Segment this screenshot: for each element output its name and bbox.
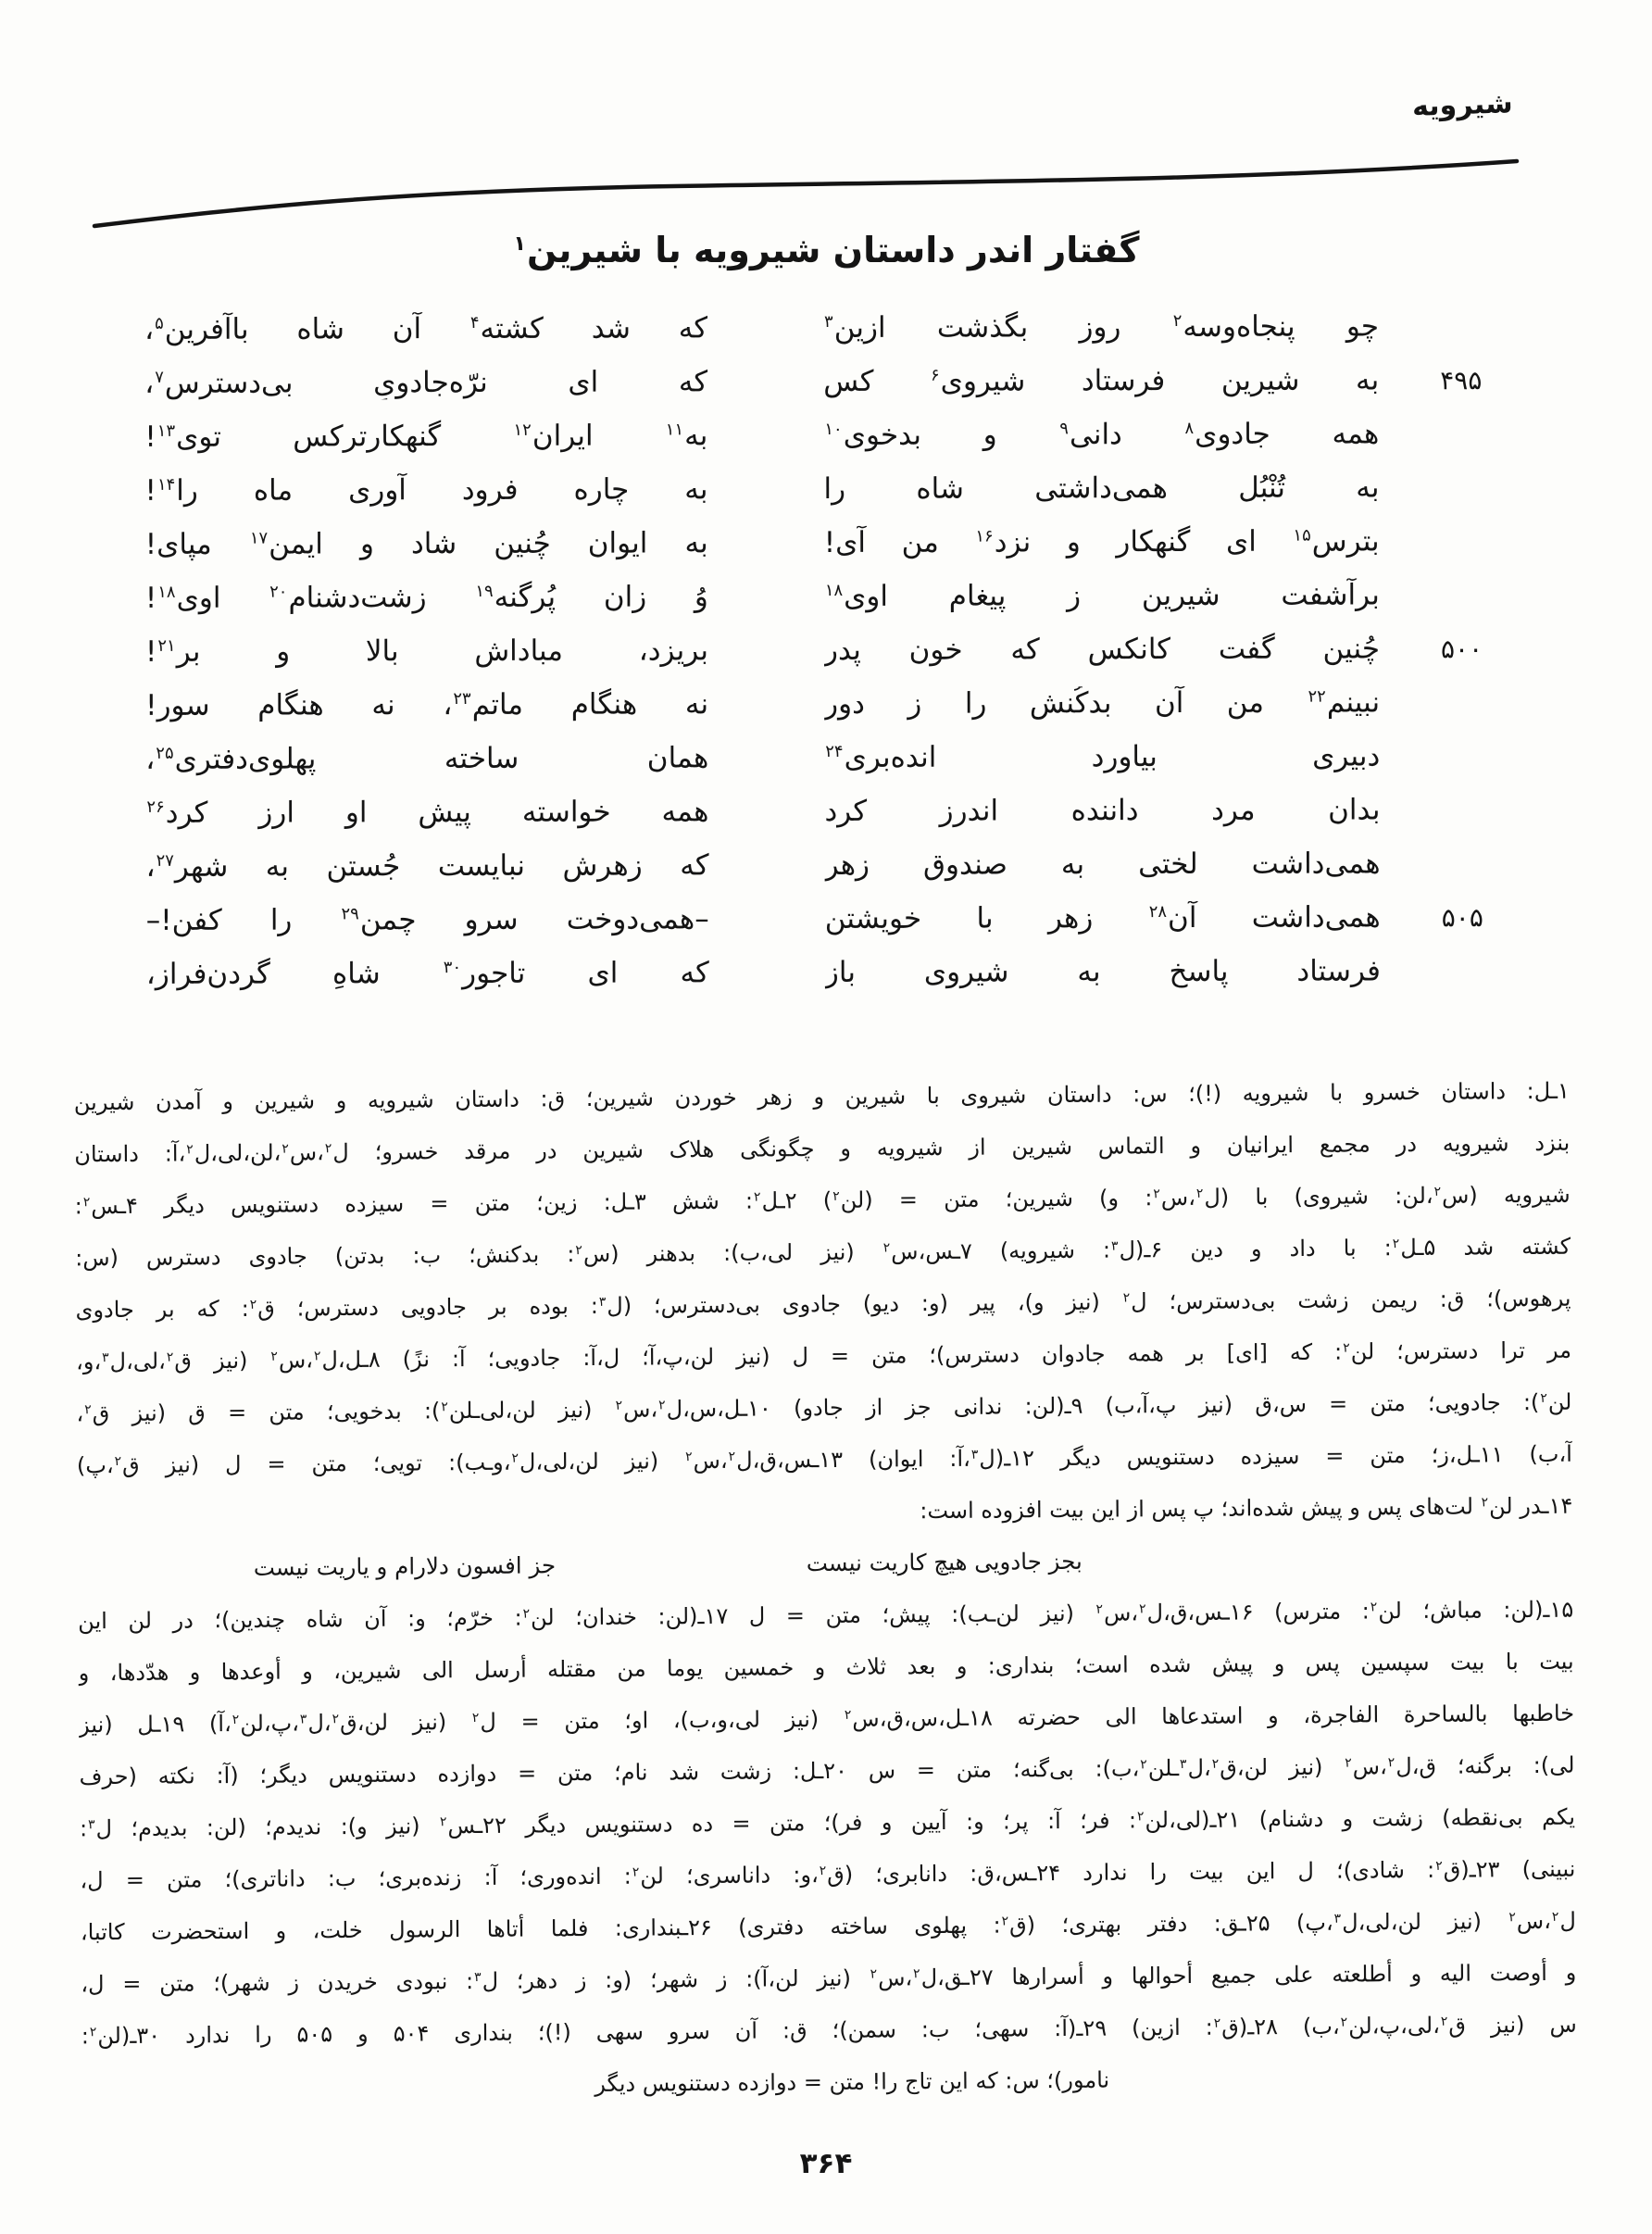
footnote-line: آ،ب) ۱۱ـل،ز؛ متن = سیزده دستنویس دیگر ۱۲ـ(ل$^۳$،آ: ایوان) ۱۳ـس،ق،ل$^۲$،س$^۲$ (نیز لن،لی،ل$^۲$،وـب): تویی؛ متن = ل (نیز ق$^۲$،پ) [76, 1440, 1572, 1479]
hemistich-left: وُ زان پُرگنه$^{۱۹}$ زشت‌دشنام$^{۲۰}$ اوی$^{۱۸}$! [144, 580, 708, 615]
verse-row [139, 685, 1509, 743]
running-head: شیرویه [1411, 87, 1514, 123]
hemistich-left: که زهرش نبایست جُستن به شهر$^{۲۷}$، [145, 848, 709, 884]
hemistich-right: برآشفت شیرین ز پیغام اوی$^{۱۸}$ [824, 578, 1380, 613]
hemistich-left: همان ساخته پهلوی‌دفتری$^{۲۵}$، [145, 741, 709, 776]
critical-apparatus [74, 1065, 1578, 2115]
hemistich-right: همی‌داشت لختی به صندوق زهر [824, 847, 1381, 882]
footnote-line: کشته شد ۵ـل$^۲$: با داد و دین ۶ـ(ل$^۳$: شیرویه) ۷ـس،س$^۲$ (نیز لی،ب): بدهنر (س$^۲$: بدکنش؛ ب: بدتن) جادوی دسترس (س: [75, 1233, 1571, 1272]
footnote-line: لی): برگنه؛ ق،ل$^۲$،س$^۲$ (نیز لن،ق$^۲$،ل$^۳$ـلن$^۲$،ب): بی‌گنه؛ متن = س ۲۰ـل: زشت شد نام؛ متن = دوازده دستنویس دیگر؛ (آ: نکته (حرف [79, 1751, 1575, 1790]
footnote-line: خاطبها بالساحرة الفاجرة، و استدعاها الی حضرته ۱۸ـل،س،ق،س$^۲$ (نیز لی،و،ب)، او؛ متن = ل$^۲$ (نیز لن،ق$^۲$،ل$^۳$،پ،لن$^۲$،آ) ۱۹ـل (نیز [79, 1700, 1575, 1738]
hemistich-left: به$^{۱۱}$ ایران$^{۱۲}$ گنهکارترکس توی$^{۱۳}$! [144, 419, 708, 454]
page-title: گفتار اندر داستان شیرویه با شیرین$^۱$ [513, 230, 1140, 270]
verse-row [140, 900, 1510, 958]
hemistich-left: به چاره فرود آوری ماه را$^{۱۴}$! [144, 472, 708, 508]
verse-row [139, 632, 1509, 689]
hemistich-left: به ایوان چُنین شاد و ایمن$^{۱۷}$ مپای! [144, 526, 708, 561]
hemistich-left: که ای تاجور$^{۳۰}$ شاهِ گردن‌فراز، [145, 956, 709, 991]
hemistich-right: دبیری بیاورد انده‌بری$^{۲۴}$ [825, 739, 1381, 774]
hemistich-right: بترس$^{۱۵}$ ای گنهکار و نزد$^{۱۶}$ من آی! [823, 524, 1380, 560]
verse-row [138, 471, 1508, 528]
verse-row [139, 578, 1509, 635]
footnote-line: بیت با بیت سپسین پس و پیش شده است؛ بنداری: و بعد ثلاث و خمسین یوما من مقتله أرسل الی شیرین، و أوعدها و هدّدها، و [78, 1648, 1574, 1687]
verse-row [140, 954, 1510, 1011]
poem [138, 309, 1510, 1011]
verse-row [139, 739, 1509, 797]
hemistich-right: چُنین گفت کانکس که خون پدر [823, 632, 1381, 667]
hemistich-left: همه خواسته پیش او ارز کرد$^{۲۶}$ [146, 795, 709, 830]
verse-number: ۵۰۵ [1441, 902, 1483, 934]
hemistich-right: نبینم$^{۲۲}$ من آن بدکُنش را ز دور [824, 685, 1381, 721]
footnote-line: شیرویه (س$^۲$،لن: شیروی) با (ل$^۲$،س$^۲$: و) شیرین؛ متن = (لن$^۲$) ۲ـل$^۲$: شش ۳ـل: زین؛ متن = سیزده دستنویس دیگر ۴ـس$^۲$: [74, 1181, 1571, 1220]
footnote-verse-left: جز افسون دلارام و یاریت نیست [253, 1551, 557, 1581]
verse-row [139, 524, 1509, 582]
footnote-line: ل$^۲$،س$^۲$ (نیز لن،لی،ل$^۳$،پ) ۲۵ـق: دفتر بهتری؛ (ق$^۲$: پهلوی ساخته دفتری) ۲۶ـبنداری: فلما أتاها الرسول خلت، و استحضرت کاتبا، [80, 1907, 1576, 1946]
verse-row [138, 417, 1508, 474]
footnote-line: یکم بی‌نقطه) زشت و دشنام) ۲۱ـ(لی،لن$^۲$: فر؛ آ: پر؛ و: آیین و فر)؛ متن = ده دستنویس دیگر ۲۲ـس$^۲$ (نیز و): ندیدم؛ (لن: بدیدم؛ ل$^۳$: [79, 1803, 1576, 1842]
footnote-line: پرهوس)؛ ق: ریمن زشت بی‌دسترس؛ ل$^۲$ (نیز و)، پیر (و: دیو) جادوی بی‌دسترس؛ (ل$^۳$: بوده بر جادویی دسترس؛ ق$^۲$: که بر جادوی [75, 1285, 1571, 1324]
hemistich-left: که ای نرّه‌جادویِ بی‌دسترس$^۷$، [144, 365, 708, 400]
hemistich-right: همی‌داشت آن$^{۲۸}$ زهر با خویشتن [824, 900, 1381, 935]
hemistich-left: بریزد، مباداش بالا و بر$^{۲۱}$! [144, 634, 709, 669]
hemistich-right: همه جادوی$^۸$ دانی$^۹$ و بدخوی$^{۱۰}$ [824, 417, 1380, 452]
verse-row [138, 363, 1508, 420]
footnote-line: ۱۴ـدر لن$^۲$ لت‌های پس و پیش شده‌اند؛ پ پس از این بیت افزوده است: [920, 1492, 1573, 1525]
footnote-last-line: نامور)؛ س: که این تاج را! متن = دوازده دستنویس دیگر [594, 2066, 1110, 2097]
footnote-line: و أوصت الیه و أطلعته علی جمیع أحوالها و أسرارها ۲۷ـق،ل$^۲$،س$^۲$ (نیز لن،آ): ز شهر؛ (و: ز دهر؛ ل$^۳$: نبودی خریدن ز شهر)؛ متن = ل، [81, 1959, 1577, 1998]
hemistich-left: نه هنگام ماتم$^{۲۳}$، نه هنگام سور! [145, 687, 709, 722]
hemistich-left: –همی‌دوخت سرو چمن$^{۲۹}$ را کفن!– [145, 902, 709, 937]
footnote-line: مر ترا دسترس؛ لن$^۲$: که [ای] بر همه جادوان دسترس)؛ متن = ل (نیز لن،پ،آ؛ ل،آ: جادویی؛ آ: نزً) ۸ـل،ل$^۲$،س$^۲$ (نیز ق$^۲$،لی،ل$^۳$،و، [75, 1337, 1572, 1375]
footnote-line: ۱ـل: داستان خسرو با شیرویه (!)؛ س: داستان شیروی با شیرین و زهر خوردن شیرین؛ ق: داستان شیرویه و شیرین و آمدن شیرین [73, 1077, 1570, 1116]
footnote-line: ۱۵ـ(لن: مباش؛ لن$^۲$: مترس) ۱۶ـس،ق،ل$^۲$،س$^۲$ (نیز لن‌ـب): پیش؛ متن = ل ۱۷ـ(لن: خندان؛ لن$^۲$: خرّم؛ و: آن شاه چندین)؛ در لن این [78, 1596, 1574, 1635]
hemistich-right: به تُنْبُل همی‌داشتی شاه را [823, 471, 1380, 507]
footnote-verse-right: بجز جادویی هیچ کاریت نیست [806, 1547, 1083, 1577]
footnote-line: لن$^۲$): جادویی؛ متن = س،ق (نیز پ،آ،ب) ۹ـ(لن: ندانی جز از جادو) ۱۰ـل،س،ل$^۲$،س$^۲$ (نیز لن،لی‌ـلن$^۲$): بدخویی؛ متن = ق (نیز ق$^۲$، [76, 1388, 1572, 1427]
verse-number: ۵۰۰ [1440, 634, 1483, 665]
verse-row [138, 309, 1508, 367]
page-number: ۳۶۴ [799, 2147, 853, 2180]
verse-row [140, 847, 1510, 904]
footnote-line: نبینی) ۲۳ـ(ق$^۲$: شادی)؛ ل این بیت را ندارد ۲۴ـس،ق: دانابری؛ (ق$^۲$،و: داناسری؛ لن$^۲$: انده‌وری؛ آ: زنده‌بری؛ ب: داناتری)؛ متن = ل، [80, 1855, 1576, 1894]
verse-row [139, 793, 1509, 850]
hemistich-right: به شیرین فرستاد شیروی$^۶$ کس [823, 363, 1380, 399]
hemistich-left: که شد کشته$^۴$ آن شاه باآفرین$^۵$، [144, 311, 708, 346]
hemistich-right: چو پنجاه‌وسه$^۲$ روز بگذشت ازین$^۳$ [824, 309, 1380, 345]
header-rule [81, 137, 1530, 241]
footnote-line: بنزد شیرویه در مجمع ایرانیان و التماس شیرین از شیرویه و چگونگی هلاک شیرین در مرقد خسرو؛ ل$^۲$،س$^۲$،لن،لی،ل$^۲$،آ: داستان [74, 1129, 1571, 1168]
footnote-line: س (نیز ق$^۲$،لی،پ،لن$^۲$،ب) ۲۸ـ(ق$^۲$: ازین) ۲۹ـ(آ: سهی؛ ب: سمن)؛ ق: آن سرو سهی (!)؛ بنداری ۵۰۴ و ۵۰۵ را ندارد ۳۰ـ(لن$^۲$: [81, 2011, 1577, 2050]
hemistich-right: فرستاد پاسخ به شیروی باز [824, 954, 1381, 989]
hemistich-right: بدان مرد داننده اندرز کرد [824, 793, 1381, 828]
verse-number: ۴۹۵ [1440, 365, 1483, 396]
